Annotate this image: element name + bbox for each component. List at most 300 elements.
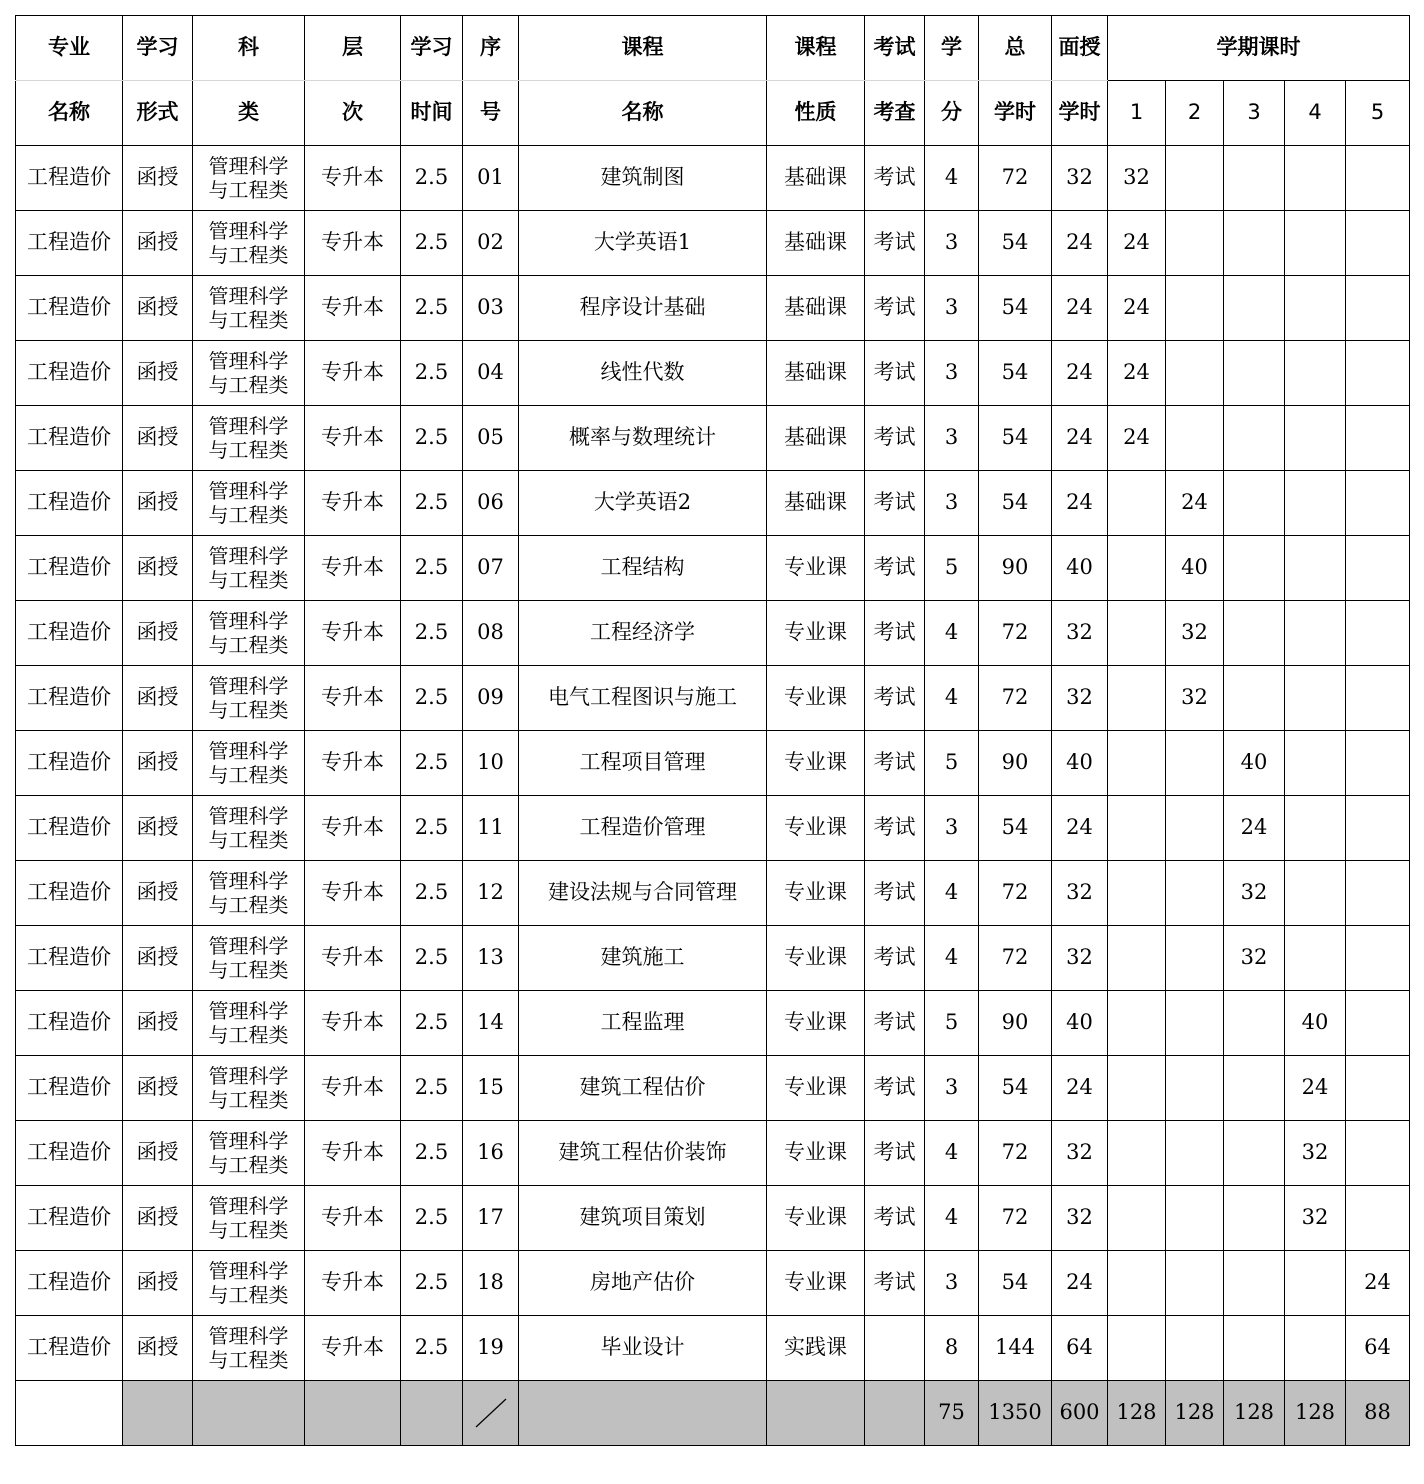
category-cell	[193, 146, 305, 211]
semester-1-cell	[1108, 1056, 1166, 1121]
nature-cell: 基础课	[767, 406, 865, 471]
course-name-cell: 工程项目管理	[519, 731, 767, 796]
semester-4-cell: 32	[1285, 1186, 1346, 1251]
major-cell: 工程造价	[16, 1056, 123, 1121]
major-cell: 工程造价	[16, 146, 123, 211]
total-hours-cell: 54	[979, 1251, 1052, 1316]
duration-cell: 2.5	[401, 861, 463, 926]
exam-cell: 考试	[865, 471, 925, 536]
total-hours-cell: 90	[979, 536, 1052, 601]
semester-1-cell	[1108, 731, 1166, 796]
category-line-1: 管理科学	[208, 1194, 289, 1218]
header-credit-2: 分	[925, 81, 979, 146]
header-contact-hours: 面授	[1052, 16, 1108, 81]
contact-hours-cell: 32	[1052, 666, 1108, 731]
semester-4-cell	[1285, 601, 1346, 666]
seq-cell: 14	[463, 991, 519, 1056]
level-cell: 专升本	[305, 536, 401, 601]
semester-1-cell	[1108, 601, 1166, 666]
category-line-1: 管理科学	[208, 999, 289, 1023]
totals-blank-nature	[767, 1381, 865, 1446]
nature-cell: 专业课	[767, 1251, 865, 1316]
header-major: 专业	[16, 16, 123, 81]
seq-cell: 10	[463, 731, 519, 796]
category-line-1: 管理科学	[208, 349, 289, 373]
semester-1-cell: 32	[1108, 146, 1166, 211]
seq-cell: 06	[463, 471, 519, 536]
totals-blank-duration	[401, 1381, 463, 1446]
seq-cell: 12	[463, 861, 519, 926]
duration-cell: 2.5	[401, 1251, 463, 1316]
table-row	[16, 1316, 1410, 1381]
credit-cell: 3	[925, 276, 979, 341]
nature-cell: 专业课	[767, 991, 865, 1056]
semester-3-cell: 24	[1224, 796, 1285, 861]
nature-cell: 专业课	[767, 926, 865, 991]
semester-2-cell	[1166, 341, 1224, 406]
total-hours-cell: 54	[979, 471, 1052, 536]
form-cell: 函授	[123, 796, 193, 861]
category-line-2: 与工程类	[208, 1348, 289, 1372]
semester-2-cell	[1166, 991, 1224, 1056]
semester-5-cell: 64	[1346, 1316, 1410, 1381]
major-cell: 工程造价	[16, 276, 123, 341]
header-semester-4: 4	[1285, 81, 1346, 146]
total-hours-cell: 72	[979, 601, 1052, 666]
duration-cell: 2.5	[401, 471, 463, 536]
semester-5-cell: 24	[1346, 1251, 1410, 1316]
diagonal-slash-icon	[473, 1396, 509, 1430]
semester-2-cell	[1166, 1316, 1224, 1381]
course-plan-table	[15, 15, 1410, 1446]
category-cell	[193, 1056, 305, 1121]
header-semester-3: 3	[1224, 81, 1285, 146]
course-name-cell: 线性代数	[519, 341, 767, 406]
semester-3-cell	[1224, 1251, 1285, 1316]
exam-cell: 考试	[865, 1121, 925, 1186]
table-row	[16, 406, 1410, 471]
major-cell: 工程造价	[16, 341, 123, 406]
category-line-2: 与工程类	[208, 503, 289, 527]
category-line-1: 管理科学	[208, 154, 289, 178]
category-line-1: 管理科学	[208, 1324, 289, 1348]
exam-cell: 考试	[865, 146, 925, 211]
category-line-1: 管理科学	[208, 869, 289, 893]
header-total-hours-2: 学时	[979, 81, 1052, 146]
exam-cell: 考试	[865, 861, 925, 926]
semester-3-cell	[1224, 666, 1285, 731]
contact-hours-cell: 24	[1052, 471, 1108, 536]
nature-cell: 专业课	[767, 861, 865, 926]
semester-1-cell	[1108, 926, 1166, 991]
course-name-cell: 工程经济学	[519, 601, 767, 666]
form-cell: 函授	[123, 146, 193, 211]
category-line-1: 管理科学	[208, 739, 289, 763]
category-cell	[193, 1316, 305, 1381]
table-row	[16, 991, 1410, 1056]
major-cell: 工程造价	[16, 731, 123, 796]
seq-cell: 09	[463, 666, 519, 731]
duration-cell: 2.5	[401, 406, 463, 471]
semester-5-cell	[1346, 731, 1410, 796]
table-row	[16, 796, 1410, 861]
semester-4-cell: 32	[1285, 1121, 1346, 1186]
totals-row	[16, 1381, 1410, 1446]
semester-5-cell	[1346, 796, 1410, 861]
semester-3-cell	[1224, 1316, 1285, 1381]
duration-cell: 2.5	[401, 926, 463, 991]
category-cell	[193, 341, 305, 406]
semester-3-cell	[1224, 146, 1285, 211]
credit-cell: 5	[925, 536, 979, 601]
table-row	[16, 731, 1410, 796]
contact-hours-cell: 24	[1052, 1251, 1108, 1316]
category-cell	[193, 796, 305, 861]
form-cell: 函授	[123, 731, 193, 796]
category-line-1: 管理科学	[208, 414, 289, 438]
credit-cell: 4	[925, 926, 979, 991]
form-cell: 函授	[123, 601, 193, 666]
semester-4-cell	[1285, 861, 1346, 926]
duration-cell: 2.5	[401, 146, 463, 211]
semester-5-cell	[1346, 536, 1410, 601]
seq-cell: 08	[463, 601, 519, 666]
header-semester-2: 2	[1166, 81, 1224, 146]
totals-blank-course	[519, 1381, 767, 1446]
nature-cell: 专业课	[767, 1121, 865, 1186]
credit-cell: 3	[925, 1251, 979, 1316]
semester-2-cell	[1166, 731, 1224, 796]
totals-credit-cell: 75	[925, 1381, 979, 1446]
semester-2-cell	[1166, 796, 1224, 861]
header-form: 学习	[123, 16, 193, 81]
form-cell: 函授	[123, 471, 193, 536]
level-cell: 专升本	[305, 146, 401, 211]
category-line-2: 与工程类	[208, 568, 289, 592]
total-hours-cell: 54	[979, 1056, 1052, 1121]
category-line-2: 与工程类	[208, 1023, 289, 1047]
category-line-1: 管理科学	[208, 1259, 289, 1283]
header-category: 科	[193, 16, 305, 81]
category-cell	[193, 406, 305, 471]
semester-5-cell	[1346, 276, 1410, 341]
semester-4-cell	[1285, 731, 1346, 796]
semester-2-cell	[1166, 1121, 1224, 1186]
seq-cell: 15	[463, 1056, 519, 1121]
exam-cell: 考试	[865, 211, 925, 276]
totals-blank-exam	[865, 1381, 925, 1446]
major-cell: 工程造价	[16, 861, 123, 926]
header-major-2: 名称	[16, 81, 123, 146]
semester-5-cell	[1346, 211, 1410, 276]
semester-1-cell	[1108, 796, 1166, 861]
semester-1-cell	[1108, 1121, 1166, 1186]
total-hours-cell: 72	[979, 146, 1052, 211]
semester-2-cell: 40	[1166, 536, 1224, 601]
category-line-2: 与工程类	[208, 243, 289, 267]
credit-cell: 8	[925, 1316, 979, 1381]
form-cell: 函授	[123, 276, 193, 341]
course-name-cell: 程序设计基础	[519, 276, 767, 341]
table-row	[16, 1056, 1410, 1121]
seq-cell: 01	[463, 146, 519, 211]
nature-cell: 专业课	[767, 1056, 865, 1121]
semester-2-cell	[1166, 211, 1224, 276]
semester-1-cell	[1108, 666, 1166, 731]
form-cell: 函授	[123, 926, 193, 991]
semester-4-cell	[1285, 1251, 1346, 1316]
exam-cell: 考试	[865, 666, 925, 731]
course-name-cell: 建筑制图	[519, 146, 767, 211]
duration-cell: 2.5	[401, 211, 463, 276]
level-cell: 专升本	[305, 1251, 401, 1316]
contact-hours-cell: 24	[1052, 406, 1108, 471]
total-hours-cell: 54	[979, 211, 1052, 276]
header-duration: 学习	[401, 16, 463, 81]
semester-5-cell	[1346, 471, 1410, 536]
nature-cell: 专业课	[767, 536, 865, 601]
semester-3-cell	[1224, 341, 1285, 406]
course-name-cell: 建设法规与合同管理	[519, 861, 767, 926]
level-cell: 专升本	[305, 406, 401, 471]
seq-cell: 18	[463, 1251, 519, 1316]
totals-slash-cell	[463, 1381, 519, 1446]
level-cell: 专升本	[305, 731, 401, 796]
major-cell: 工程造价	[16, 991, 123, 1056]
semester-4-cell	[1285, 926, 1346, 991]
level-cell: 专升本	[305, 471, 401, 536]
form-cell: 函授	[123, 991, 193, 1056]
major-cell: 工程造价	[16, 926, 123, 991]
table-row	[16, 276, 1410, 341]
nature-cell: 专业课	[767, 796, 865, 861]
category-line-2: 与工程类	[208, 1088, 289, 1112]
seq-cell: 02	[463, 211, 519, 276]
semester-4-cell: 40	[1285, 991, 1346, 1056]
semester-1-cell	[1108, 991, 1166, 1056]
exam-cell: 考试	[865, 1056, 925, 1121]
exam-cell: 考试	[865, 1251, 925, 1316]
table-row	[16, 146, 1410, 211]
totals-semester-5-cell: 88	[1346, 1381, 1410, 1446]
form-cell: 函授	[123, 666, 193, 731]
category-line-2: 与工程类	[208, 1218, 289, 1242]
level-cell: 专升本	[305, 1121, 401, 1186]
course-name-cell: 建筑施工	[519, 926, 767, 991]
credit-cell: 4	[925, 666, 979, 731]
form-cell: 函授	[123, 406, 193, 471]
semester-5-cell	[1346, 406, 1410, 471]
contact-hours-cell: 32	[1052, 146, 1108, 211]
contact-hours-cell: 24	[1052, 796, 1108, 861]
contact-hours-cell: 64	[1052, 1316, 1108, 1381]
nature-cell: 专业课	[767, 601, 865, 666]
category-cell	[193, 276, 305, 341]
category-line-1: 管理科学	[208, 479, 289, 503]
major-cell: 工程造价	[16, 1251, 123, 1316]
semester-5-cell	[1346, 1186, 1410, 1251]
nature-cell: 基础课	[767, 211, 865, 276]
duration-cell: 2.5	[401, 796, 463, 861]
total-hours-cell: 72	[979, 861, 1052, 926]
semester-4-cell	[1285, 796, 1346, 861]
category-line-1: 管理科学	[208, 934, 289, 958]
total-hours-cell: 54	[979, 341, 1052, 406]
exam-cell: 考试	[865, 341, 925, 406]
semester-1-cell	[1108, 1251, 1166, 1316]
totals-semester-2-cell: 128	[1166, 1381, 1224, 1446]
semester-5-cell	[1346, 1121, 1410, 1186]
exam-cell: 考试	[865, 926, 925, 991]
category-line-1: 管理科学	[208, 219, 289, 243]
course-name-cell: 房地产估价	[519, 1251, 767, 1316]
category-line-2: 与工程类	[208, 633, 289, 657]
contact-hours-cell: 32	[1052, 926, 1108, 991]
category-cell	[193, 471, 305, 536]
seq-cell: 04	[463, 341, 519, 406]
credit-cell: 5	[925, 991, 979, 1056]
table-row	[16, 926, 1410, 991]
category-line-2: 与工程类	[208, 698, 289, 722]
form-cell: 函授	[123, 536, 193, 601]
major-cell: 工程造价	[16, 471, 123, 536]
credit-cell: 4	[925, 861, 979, 926]
table-row	[16, 341, 1410, 406]
header-level-2: 次	[305, 81, 401, 146]
semester-2-cell	[1166, 146, 1224, 211]
category-line-2: 与工程类	[208, 763, 289, 787]
level-cell: 专升本	[305, 861, 401, 926]
totals-label-cell	[16, 1381, 123, 1446]
semester-2-cell	[1166, 1056, 1224, 1121]
semester-3-cell	[1224, 1186, 1285, 1251]
semester-2-cell	[1166, 861, 1224, 926]
semester-3-cell	[1224, 601, 1285, 666]
totals-contact-hours-cell: 600	[1052, 1381, 1108, 1446]
form-cell: 函授	[123, 211, 193, 276]
seq-cell: 05	[463, 406, 519, 471]
totals-semester-3-cell: 128	[1224, 1381, 1285, 1446]
total-hours-cell: 54	[979, 796, 1052, 861]
table-row	[16, 471, 1410, 536]
level-cell: 专升本	[305, 926, 401, 991]
header-semester-1: 1	[1108, 81, 1166, 146]
header-credit: 学	[925, 16, 979, 81]
category-cell	[193, 536, 305, 601]
course-name-cell: 概率与数理统计	[519, 406, 767, 471]
category-cell	[193, 211, 305, 276]
major-cell: 工程造价	[16, 211, 123, 276]
table-row	[16, 211, 1410, 276]
semester-3-cell	[1224, 471, 1285, 536]
seq-cell: 13	[463, 926, 519, 991]
contact-hours-cell: 32	[1052, 861, 1108, 926]
semester-5-cell	[1346, 926, 1410, 991]
semester-2-cell	[1166, 926, 1224, 991]
category-line-2: 与工程类	[208, 178, 289, 202]
duration-cell: 2.5	[401, 731, 463, 796]
table-row	[16, 1186, 1410, 1251]
exam-cell	[865, 1316, 925, 1381]
semester-5-cell	[1346, 601, 1410, 666]
table-row	[16, 601, 1410, 666]
category-line-1: 管理科学	[208, 804, 289, 828]
course-name-cell: 工程结构	[519, 536, 767, 601]
category-cell	[193, 1251, 305, 1316]
semester-5-cell	[1346, 991, 1410, 1056]
credit-cell: 3	[925, 341, 979, 406]
category-line-2: 与工程类	[208, 373, 289, 397]
total-hours-cell: 54	[979, 276, 1052, 341]
duration-cell: 2.5	[401, 536, 463, 601]
header-total-hours: 总	[979, 16, 1052, 81]
level-cell: 专升本	[305, 601, 401, 666]
credit-cell: 5	[925, 731, 979, 796]
nature-cell: 实践课	[767, 1316, 865, 1381]
total-hours-cell: 144	[979, 1316, 1052, 1381]
semester-5-cell	[1346, 341, 1410, 406]
duration-cell: 2.5	[401, 666, 463, 731]
semester-4-cell	[1285, 341, 1346, 406]
credit-cell: 4	[925, 601, 979, 666]
semester-5-cell	[1346, 146, 1410, 211]
header-course: 课程	[519, 16, 767, 81]
semester-4-cell: 24	[1285, 1056, 1346, 1121]
duration-cell: 2.5	[401, 991, 463, 1056]
category-line-1: 管理科学	[208, 1129, 289, 1153]
contact-hours-cell: 40	[1052, 991, 1108, 1056]
seq-cell: 03	[463, 276, 519, 341]
semester-4-cell	[1285, 276, 1346, 341]
semester-3-cell	[1224, 406, 1285, 471]
semester-3-cell: 32	[1224, 926, 1285, 991]
category-line-2: 与工程类	[208, 308, 289, 332]
totals-semester-4-cell: 128	[1285, 1381, 1346, 1446]
seq-cell: 07	[463, 536, 519, 601]
course-name-cell: 建筑项目策划	[519, 1186, 767, 1251]
category-cell	[193, 861, 305, 926]
nature-cell: 基础课	[767, 146, 865, 211]
category-line-1: 管理科学	[208, 1064, 289, 1088]
major-cell: 工程造价	[16, 406, 123, 471]
totals-blank-form	[123, 1381, 193, 1446]
credit-cell: 3	[925, 1056, 979, 1121]
nature-cell: 基础课	[767, 471, 865, 536]
semester-3-cell: 40	[1224, 731, 1285, 796]
category-line-1: 管理科学	[208, 544, 289, 568]
course-name-cell: 电气工程图识与施工	[519, 666, 767, 731]
semester-1-cell: 24	[1108, 406, 1166, 471]
semester-2-cell: 32	[1166, 666, 1224, 731]
exam-cell: 考试	[865, 1186, 925, 1251]
header-duration-2: 时间	[401, 81, 463, 146]
table-row	[16, 861, 1410, 926]
seq-cell: 11	[463, 796, 519, 861]
category-cell	[193, 1186, 305, 1251]
total-hours-cell: 90	[979, 731, 1052, 796]
level-cell: 专升本	[305, 1186, 401, 1251]
duration-cell: 2.5	[401, 1316, 463, 1381]
semester-1-cell	[1108, 536, 1166, 601]
category-line-2: 与工程类	[208, 1283, 289, 1307]
semester-3-cell	[1224, 991, 1285, 1056]
nature-cell: 基础课	[767, 276, 865, 341]
credit-cell: 3	[925, 211, 979, 276]
header-nature-2: 性质	[767, 81, 865, 146]
semester-2-cell	[1166, 1251, 1224, 1316]
duration-cell: 2.5	[401, 601, 463, 666]
header-seq: 序	[463, 16, 519, 81]
